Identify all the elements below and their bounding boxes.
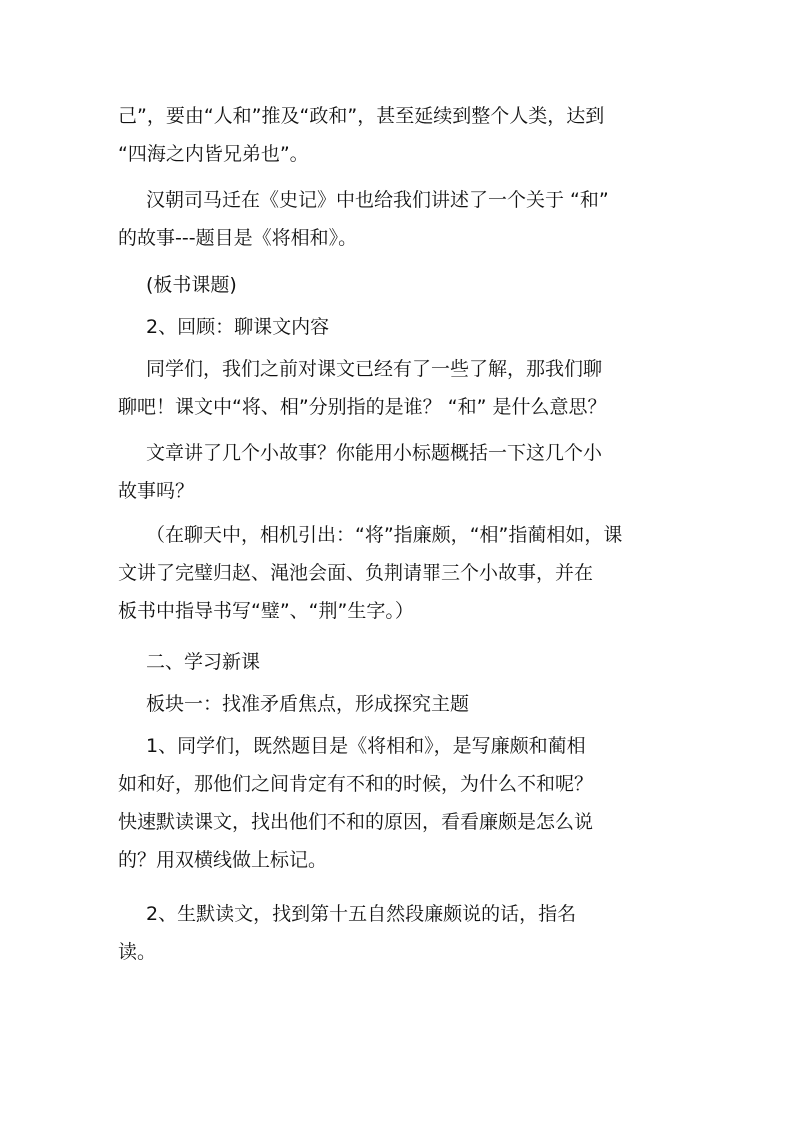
text-line: 如和好，那他们之间肯定有不和的时候，为什么不和呢？ [118, 773, 594, 795]
text-line: 文章讲了几个小故事？你能用小标题概括一下这几个小 [146, 442, 603, 464]
paragraph-9 [118, 685, 678, 723]
text-line: 快速默读课文，找出他们不和的原因，看看廉颇是怎么说 [118, 811, 594, 833]
text-line: （在聊天中，相机引出：“将”指廉颇，“相”指蔺相如，课 [146, 524, 623, 546]
text-line: 故事吗？ [118, 480, 195, 502]
text-line: 汉朝司马迁在《史记》中也给我们讲述了一个关于 “和” [146, 189, 609, 211]
text-line: 同学们，我们之前对课文已经有了一些了解，那我们聊 [146, 358, 603, 380]
text-line: 板块一：找准矛盾焦点，形成探究主题 [146, 693, 470, 715]
text-line: 的故事---题目是《将相和》。 [118, 227, 358, 249]
paragraph-11 [118, 895, 678, 971]
text-line: 二、学习新课 [146, 651, 261, 673]
text-line: 己”，要由“人和”推及“政和”，甚至延续到整个人类，达到 [118, 105, 605, 127]
text-line: 板书中指导书写“璧”、“荆”生字。） [118, 600, 414, 622]
paragraph-4 [118, 308, 678, 346]
paragraph-3 [118, 266, 678, 304]
text-line: (板书课题) [146, 274, 237, 296]
text-line: 的？用双横线做上标记。 [118, 849, 328, 871]
text-line: 2、生默读文，找到第十五自然段廉颇说的话，指名 [146, 903, 577, 925]
text-line: 聊吧！课文中“将、相”分别指的是谁？ “和” 是什么意思？ [118, 396, 607, 418]
paragraph-1 [118, 97, 678, 173]
paragraph-2 [118, 181, 678, 257]
text-line: “四海之内皆兄弟也”。 [118, 143, 309, 165]
paragraph-10 [118, 727, 678, 879]
text-line: 1、同学们，既然题目是《将相和》，是写廉颇和蔺相 [146, 735, 586, 757]
paragraph-6 [118, 434, 678, 510]
paragraph-5 [118, 350, 678, 426]
text-line: 2、回顾：聊课文内容 [146, 316, 330, 338]
paragraph-7 [118, 516, 678, 630]
text-line: 读。 [118, 941, 157, 963]
paragraph-8 [118, 643, 678, 681]
text-line: 文讲了完璧归赵、渑池会面、负荆请罪三个小故事，并在 [118, 562, 594, 584]
